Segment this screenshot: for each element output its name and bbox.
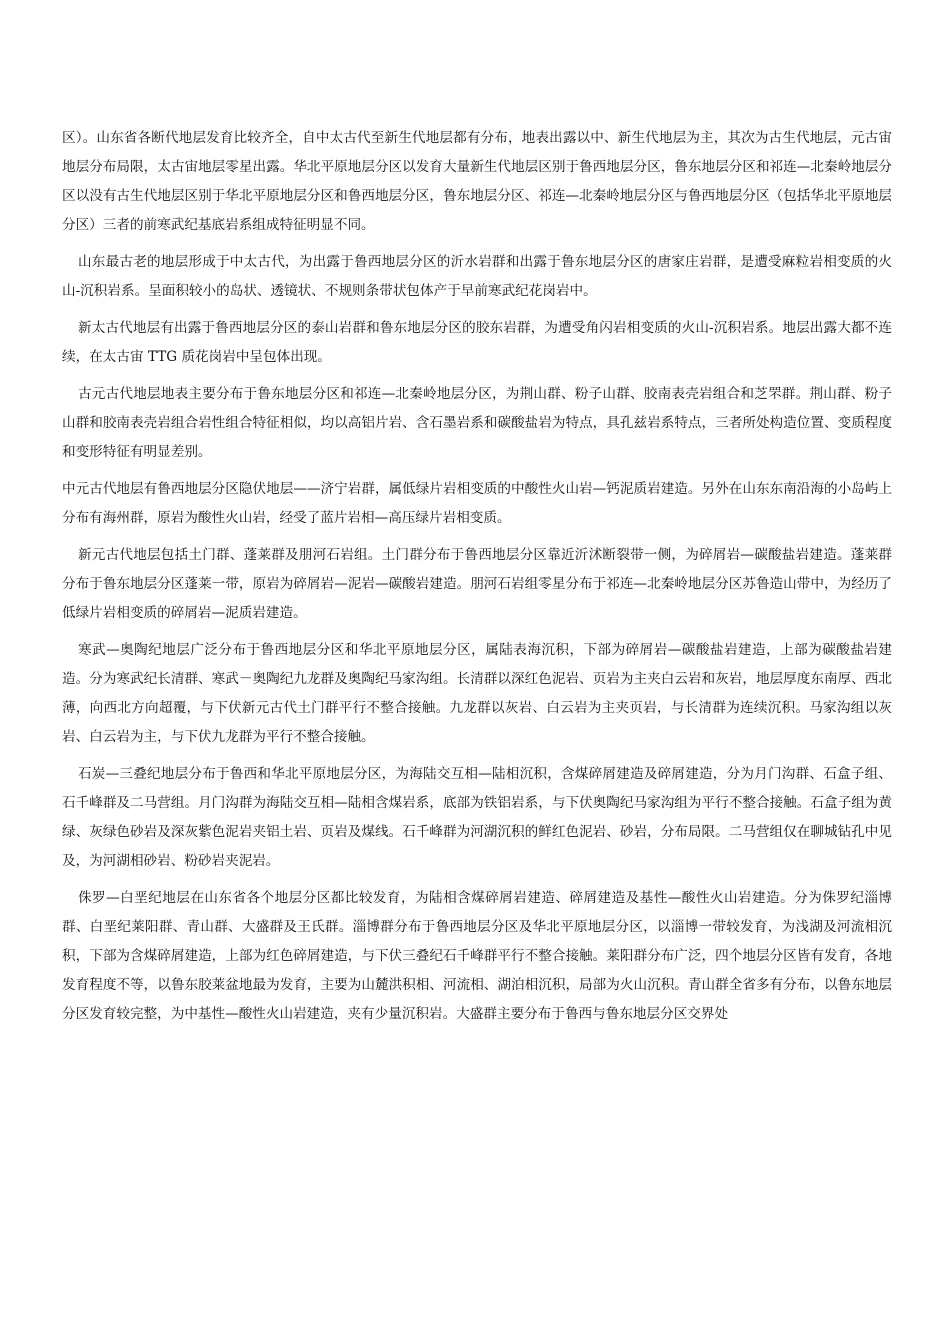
paragraph: 侏罗—白垩纪地层在山东省各个地层分区都比较发育，为陆相含煤碎屑岩建造、碎屑建造及基性—酸性火山岩建造。分为侏罗纪淄博群、白垩纪莱阳群、青山群、大盛群及王氏群。淄博群分布于鲁西地层分区及华北平原地层分区，以淄博一带较发育，为浅湖及河流相沉积，下部为含煤碎屑建造，上部为红色碎屑建造，与下伏三叠纪石千峰群平行不整合接触。莱阳群分布广泛，四个地层分区皆有发育，各地发育程度不等，以鲁东胶莱盆地最为发育，主要为山麓洪积相、河流相、湖泊相沉积，局部为火山沉积。青山群全省多有分布，以鲁东地层分区发育较完整，为中基性—酸性火山岩建造，夹有少量沉积岩。大盛群主要分布于鲁西与鲁东地层分区交界处 bbox=[62, 890, 892, 1022]
paragraph: 中元古代地层有鲁西地层分区隐伏地层——济宁岩群，属低绿片岩相变质的中酸性火山岩—钙泥质岩建造。另外在山东东南沿海的小岛屿上分布有海州群，原岩为酸性火山岩，经受了蓝片岩相—高压绿片岩相变质。 bbox=[62, 481, 892, 526]
paragraph: 山东最古老的地层形成于中太古代，为出露于鲁西地层分区的沂水岩群和出露于鲁东地层分区的唐家庄岩群，是遭受麻粒岩相变质的火山-沉积岩系。呈面积较小的岛状、透镜状、不规则条带状包体产于早前寒武纪花岗岩中。 bbox=[62, 254, 892, 299]
document-body bbox=[62, 124, 892, 1037]
paragraph: 新元古代地层包括土门群、蓬莱群及朋河石岩组。土门群分布于鲁西地层分区靠近沂沭断裂带一侧，为碎屑岩—碳酸盐岩建造。蓬莱群分布于鲁东地层分区蓬莱一带，原岩为碎屑岩—泥岩—碳酸岩建造。朋河石岩组零星分布于祁连—北秦岭地层分区苏鲁造山带中，为经历了低绿片岩相变质的碎屑岩—泥质岩建造。 bbox=[62, 547, 892, 621]
paragraph: 寒武—奥陶纪地层广泛分布于鲁西地层分区和华北平原地层分区，属陆表海沉积，下部为碎屑岩—碳酸盐岩建造，上部为碳酸盐岩建造。分为寒武纪长清群、寒武－奥陶纪九龙群及奥陶纪马家沟组。长清群以深红色泥岩、页岩为主夹白云岩和灰岩，地层厚度东南厚、西北薄，向西北方向超覆，与下伏新元古代土门群平行不整合接触。九龙群以灰岩、白云岩为主夹页岩，与长清群为连续沉积。马家沟组以灰岩、白云岩为主，与下伏九龙群为平行不整合接触。 bbox=[62, 642, 892, 745]
paragraph: 新太古代地层有出露于鲁西地层分区的泰山岩群和鲁东地层分区的胶东岩群，为遭受角闪岩相变质的火山-沉积岩系。地层出露大都不连续，在太古宙 TTG 质花岗岩中呈包体出现。 bbox=[62, 320, 892, 365]
paragraph: 区）。山东省各断代地层发育比较齐全，自中太古代至新生代地层都有分布，地表出露以中、新生代地层为主，其次为古生代地层，元古宙地层分布局限，太古宙地层零星出露。华北平原地层分区以发育大量新生代地层区别于鲁西地层分区，鲁东地层分区和祁连—北秦岭地层分区以没有古生代地层区别于华北平原地层分区和鲁西地层分区，鲁东地层分区、祁连—北秦岭地层分区与鲁西地层分区（包括华北平原地层分区）三者的前寒武纪基底岩系组成特征明显不同。 bbox=[62, 130, 892, 233]
paragraph: 古元古代地层地表主要分布于鲁东地层分区和祁连—北秦岭地层分区，为荆山群、粉子山群、胶南表壳岩组合和芝罘群。荆山群、粉子山群和胶南表壳岩组合岩性组合特征相似，均以高铝片岩、含石墨岩系和碳酸盐岩为特点，具孔兹岩系特点，三者所处构造位置、变质程度和变形特征有明显差别。 bbox=[62, 386, 892, 460]
paragraph: 石炭—三叠纪地层分布于鲁西和华北平原地层分区，为海陆交互相—陆相沉积，含煤碎屑建造及碎屑建造，分为月门沟群、石盒子组、石千峰群及二马营组。月门沟群为海陆交互相—陆相含煤岩系，底部为铁铝岩系，与下伏奥陶纪马家沟组为平行不整合接触。石盒子组为黄绿、灰绿色砂岩及深灰紫色泥岩夹铝土岩、页岩及煤线。石千峰群为河湖沉积的鲜红色泥岩、砂岩，分布局限。二马营组仅在聊城钻孔中见及，为河湖相砂岩、粉砂岩夹泥岩。 bbox=[62, 766, 892, 869]
